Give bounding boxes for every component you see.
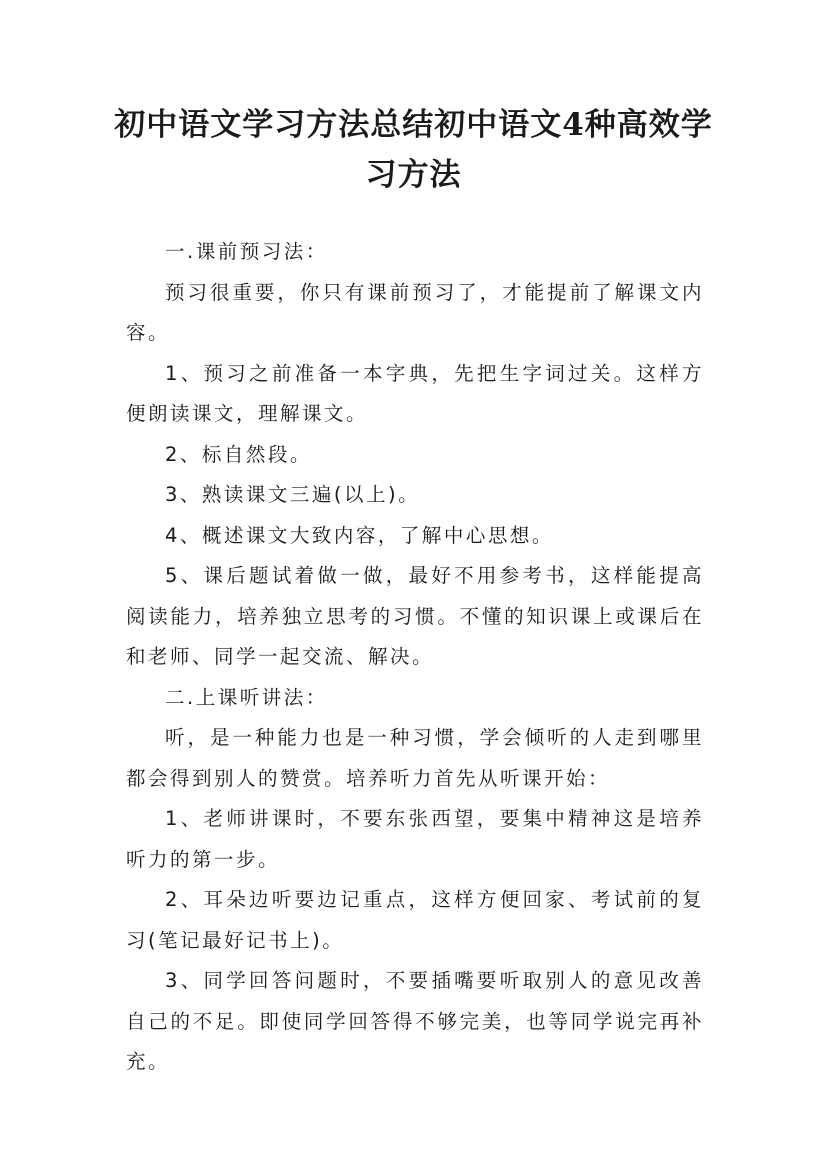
- section-heading-preview: 一.课前预习法：: [165, 240, 328, 263]
- list-item: 3、同学回答问题时，不要插嘴要听取别人的意见改善自己的不足。即使同学回答得不够完美，也等同学说完再补充。: [126, 969, 704, 1073]
- section-heading-listening: 二.上课听讲法：: [165, 685, 328, 709]
- list-item: 1、老师讲课时，不要东张西望，要集中精神这是培养听力的第一步。: [126, 807, 704, 871]
- document-body: [126, 232, 704, 1083]
- paragraph: 听，是一种能力也是一种习惯，学会倾听的人走到哪里都会得到别人的赞赏。培养听力首先从听课开始：: [126, 726, 704, 790]
- list-item: 2、耳朵边听要边记重点，这样方便回家、考试前的复习(笔记最好记书上)。: [126, 888, 704, 952]
- list-item: 2、标自然段。: [165, 442, 312, 466]
- document-title: 初中语文学习方法总结初中语文4种高效学习方法: [114, 107, 713, 193]
- list-item: 4、概述课文大致内容，了解中心思想。: [165, 523, 554, 547]
- list-item: 1、预习之前准备一本字典，先把生字词过关。这样方便朗读课文，理解课文。: [126, 361, 704, 425]
- paragraph: 预习很重要，你只有课前预习了，才能提前了解课文内容。: [126, 280, 704, 344]
- list-item: 3、熟读课文三遍(以上)。: [165, 483, 421, 506]
- list-item: 5、课后题试着做一做，最好不用参考书，这样能提高阅读能力，培养独立思考的习惯。不懂的知识课上或课后在和老师、同学一起交流、解决。: [126, 564, 704, 668]
